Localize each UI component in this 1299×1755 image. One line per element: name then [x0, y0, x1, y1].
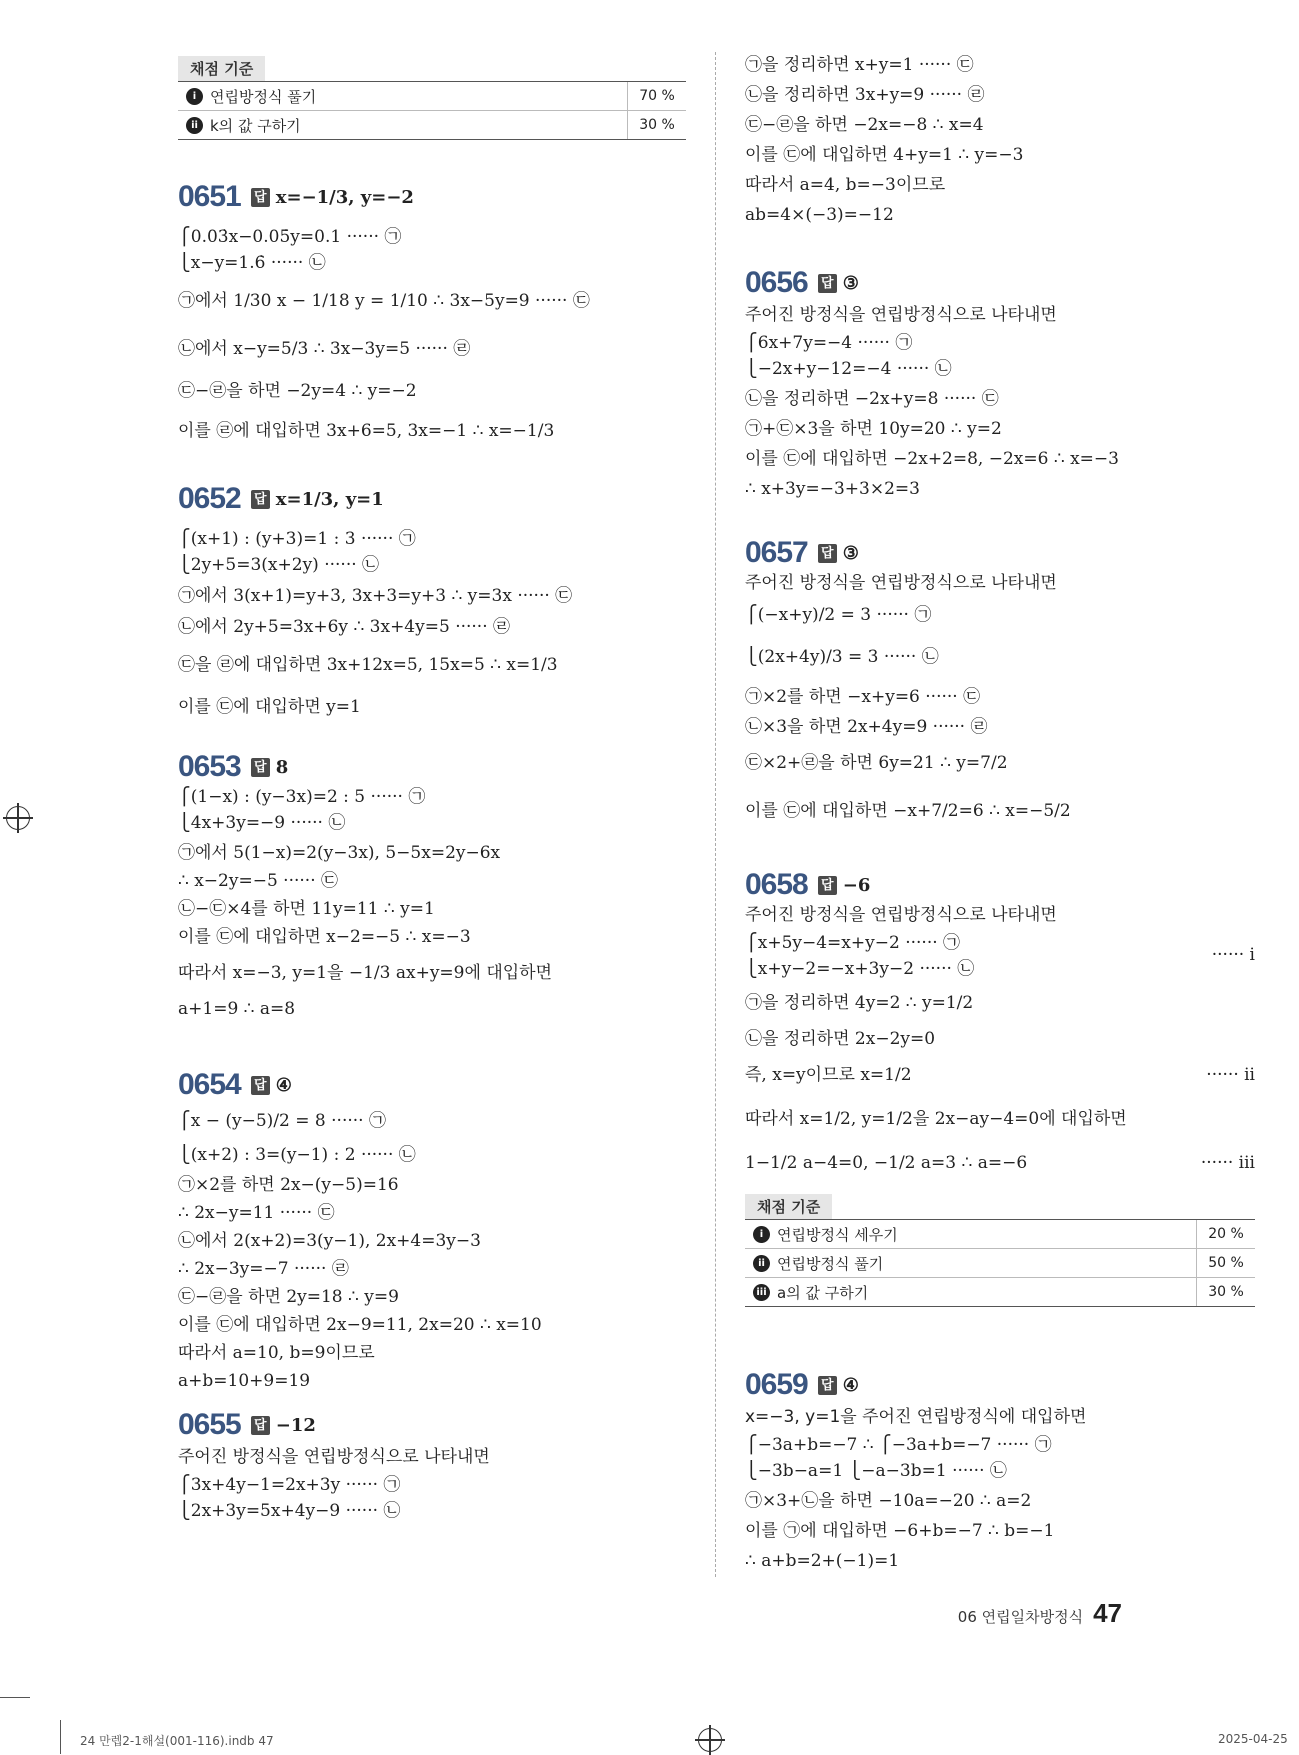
trim-mark — [60, 1720, 61, 1754]
solution-line: ㉠에서 1/30 x − 1/18 y = 1/10 ∴ 3x−5y=9 ······ ㉢ — [178, 291, 590, 311]
problem-header — [745, 536, 859, 570]
solution-line: ∴ 2x−y=11 ······ ㉢ — [178, 1203, 335, 1223]
solution-line: ㉠×2를 하면 2x−(y−5)=16 — [178, 1175, 399, 1195]
solution-line: 이를 ㉣에 대입하면 3x+6=5, 3x=−1 ∴ x=−1/3 — [178, 421, 555, 441]
solution-line: 주어진 방정식을 연립방정식으로 나타내면 — [178, 1447, 490, 1467]
problem-number: 0651 — [178, 180, 241, 213]
page-number: 47 — [1093, 1598, 1122, 1628]
solution-line: ⎧x − (y−5)/2 = 8 ······ ㉠ — [178, 1111, 386, 1131]
solution-line: 이를 ㉠에 대입하면 −6+b=−7 ∴ b=−1 — [745, 1521, 1055, 1541]
criteria-percent: 30 % — [1196, 1278, 1255, 1306]
solution-line: 이를 ㉢에 대입하면 y=1 — [178, 697, 361, 717]
problem-header — [178, 482, 384, 516]
solution-line: ㉡−㉢×4를 하면 11y=11 ∴ y=1 — [178, 899, 435, 919]
criteria-name: a의 값 구하기 — [777, 1283, 869, 1302]
solution-line: 따라서 x=1/2, y=1/2을 2x−ay−4=0에 대입하면 — [745, 1109, 1127, 1129]
answer-value: ④ — [842, 1374, 859, 1396]
solution-line: ㉡을 정리하면 3x+y=9 ······ ㉣ — [745, 85, 985, 105]
solution-line: 따라서 a=4, b=−3이므로 — [745, 175, 946, 195]
criteria-rows — [178, 81, 686, 140]
problem-header — [178, 1408, 316, 1442]
answer-tag-icon: 답 — [251, 1076, 270, 1095]
criteria-name: 연립방정식 풀기 — [777, 1254, 884, 1273]
solution-line: ⎩(2x+4y)/3 = 3 ······ ㉡ — [745, 647, 939, 667]
solution-line: ㉢을 ㉣에 대입하면 3x+12x=5, 15x=5 ∴ x=1/3 — [178, 655, 558, 675]
solution-line: ㉠에서 5(1−x)=2(y−3x), 5−5x=2y−6x — [178, 843, 501, 863]
solution-line: 주어진 방정식을 연립방정식으로 나타내면 — [745, 305, 1057, 325]
solution-line: 따라서 a=10, b=9이므로 — [178, 1343, 375, 1363]
criteria-percent: 50 % — [1196, 1249, 1255, 1277]
answer-tag-icon: 답 — [251, 188, 270, 207]
answer-tag-icon: 답 — [818, 1376, 837, 1395]
solution-line: ⎩2y+5=3(x+2y) ······ ㉡ — [178, 555, 380, 575]
solution-line: 이를 ㉢에 대입하면 x−2=−5 ∴ x=−3 — [178, 927, 471, 947]
problem-number: 0656 — [745, 266, 808, 299]
column-divider — [715, 52, 716, 1577]
solution-line: 이를 ㉢에 대입하면 4+y=1 ∴ y=−3 — [745, 145, 1024, 165]
solution-line: x=−3, y=1을 주어진 연립방정식에 대입하면 — [745, 1407, 1087, 1427]
solution-line: ㉡을 정리하면 −2x+y=8 ······ ㉢ — [745, 389, 999, 409]
answer-value: x=−1/3, y=−2 — [275, 186, 414, 208]
criteria-name: 연립방정식 세우기 — [777, 1225, 898, 1244]
chapter-title: 06 연립일차방정식 — [957, 1608, 1084, 1626]
grading-criteria-table — [178, 56, 686, 140]
solution-line: ⎧−3a+b=−7 ∴ ⎧−3a+b=−7 ······ ㉠ — [745, 1435, 1052, 1455]
answer-value: ③ — [842, 272, 859, 294]
problem-number: 0658 — [745, 868, 808, 901]
solution-line: ⎧(1−x) : (y−3x)=2 : 5 ······ ㉠ — [178, 787, 426, 807]
solution-line: ㉠×3+㉡을 하면 −10a=−20 ∴ a=2 — [745, 1491, 1032, 1511]
answer-tag-icon: 답 — [818, 876, 837, 895]
solution-line: ∴ x−2y=−5 ······ ㉢ — [178, 871, 339, 891]
solution-line: ㉢−㉣을 하면 2y=18 ∴ y=9 — [178, 1287, 399, 1307]
step-marker-icon: iii — [753, 1284, 770, 1301]
solution-line: ⎩4x+3y=−9 ······ ㉡ — [178, 813, 346, 833]
solution-line: ㉡에서 2(x+2)=3(y−1), 2x+4=3y−3 — [178, 1231, 481, 1251]
solution-line: 이를 ㉢에 대입하면 −x+7/2=6 ∴ x=−5/2 — [745, 801, 1071, 821]
problem-header — [745, 868, 870, 902]
solution-line: ⎩2x+3y=5x+4y−9 ······ ㉡ — [178, 1501, 401, 1521]
solution-line: ∴ a+b=2+(−1)=1 — [745, 1551, 900, 1571]
solution-line: ⎩(x+2) : 3=(y−1) : 2 ······ ㉡ — [178, 1145, 416, 1165]
solution-line: ㉡에서 2y+5=3x+6y ∴ 3x+4y=5 ······ ㉣ — [178, 617, 511, 637]
solution-line: ab=4×(−3)=−12 — [745, 205, 894, 225]
solution-line: ⎩−3b−a=1 ⎩−a−3b=1 ······ ㉡ — [745, 1461, 1007, 1481]
trim-mark — [0, 1697, 30, 1698]
solution-line: ⎧6x+7y=−4 ······ ㉠ — [745, 333, 913, 353]
solution-line: ⎧3x+4y−1=2x+3y ······ ㉠ — [178, 1475, 401, 1495]
solution-line: ⎩x+y−2=−x+3y−2 ······ ㉡ — [745, 959, 975, 979]
solution-line: ㉠×2를 하면 −x+y=6 ······ ㉢ — [745, 687, 981, 707]
problem-number: 0657 — [745, 536, 808, 569]
criteria-label: 채점 기준 — [178, 56, 265, 81]
answer-value: ④ — [275, 1074, 292, 1096]
solution-line: ⎩−2x+y−12=−4 ······ ㉡ — [745, 359, 952, 379]
grading-criteria-table — [745, 1194, 1255, 1307]
solution-line: ⎧x+5y−4=x+y−2 ······ ㉠ — [745, 933, 961, 953]
answer-tag-icon: 답 — [251, 1416, 270, 1435]
problem-header — [745, 1368, 859, 1402]
criteria-name: 연립방정식 풀기 — [210, 87, 317, 106]
problem-number: 0655 — [178, 1408, 241, 1441]
step-marker-icon: i — [186, 88, 203, 105]
print-file-info: 24 만렙2-1해설(001-116).indb 47 — [80, 1734, 274, 1748]
solution-line: ㉠+㉢×3을 하면 10y=20 ∴ y=2 — [745, 419, 1002, 439]
solution-line: ㉡×3을 하면 2x+4y=9 ······ ㉣ — [745, 717, 988, 737]
solution-line: 이를 ㉢에 대입하면 −2x+2=8, −2x=6 ∴ x=−3 — [745, 449, 1119, 469]
solution-line: ⎩x−y=1.6̇ ······ ㉡ — [178, 253, 326, 273]
answer-tag-icon: 답 — [251, 490, 270, 509]
answer-value: 8 — [275, 756, 289, 778]
solution-line: 1−1/2 a−4=0, −1/2 a=3 ∴ a=−6 — [745, 1153, 1028, 1173]
registration-mark-icon — [698, 1728, 722, 1752]
criteria-rows — [745, 1219, 1255, 1307]
criteria-percent: 70 % — [627, 82, 686, 110]
print-date: 2025-04-25 — [1218, 1732, 1288, 1746]
solution-line: ㉠을 정리하면 x+y=1 ······ ㉢ — [745, 55, 974, 75]
step-marker: ······ i — [1211, 945, 1255, 965]
step-marker-icon: i — [753, 1226, 770, 1243]
criteria-row — [178, 111, 686, 139]
step-marker-icon: ii — [753, 1255, 770, 1272]
criteria-row — [745, 1220, 1255, 1249]
criteria-row — [745, 1249, 1255, 1278]
criteria-label: 채점 기준 — [745, 1194, 832, 1219]
criteria-row — [745, 1278, 1255, 1306]
criteria-percent: 20 % — [1196, 1220, 1255, 1248]
solution-line: 주어진 방정식을 연립방정식으로 나타내면 — [745, 573, 1057, 593]
solution-line: 주어진 방정식을 연립방정식으로 나타내면 — [745, 905, 1057, 925]
answer-value: x=1/3, y=1 — [275, 488, 384, 510]
solution-line: ∴ x+3y=−3+3×2=3 — [745, 479, 920, 499]
answer-value: −12 — [275, 1414, 316, 1436]
answer-tag-icon: 답 — [251, 758, 270, 777]
criteria-percent: 30 % — [627, 111, 686, 139]
criteria-row — [178, 82, 686, 111]
criteria-name: k의 값 구하기 — [210, 116, 301, 135]
problem-header — [178, 750, 288, 784]
registration-mark-icon — [6, 806, 30, 830]
solution-line: ⎧0.03̇x−0.05̇y=0.1 ······ ㉠ — [178, 227, 402, 247]
solution-line: ∴ 2x−3y=−7 ······ ㉣ — [178, 1259, 349, 1279]
solution-line: 이를 ㉢에 대입하면 2x−9=11, 2x=20 ∴ x=10 — [178, 1315, 542, 1335]
problem-header — [178, 180, 414, 214]
problem-number: 0659 — [745, 1368, 808, 1401]
problem-number: 0652 — [178, 482, 241, 515]
solution-line: 즉, x=y이므로 x=1/2 — [745, 1065, 912, 1085]
solution-line: 따라서 x=−3, y=1을 −1/3 ax+y=9에 대입하면 — [178, 963, 553, 983]
problem-number: 0654 — [178, 1068, 241, 1101]
solution-line: ㉠에서 3(x+1)=y+3, 3x+3=y+3 ∴ y=3x ······ ㉢ — [178, 586, 573, 606]
step-marker: ······ iii — [1200, 1153, 1255, 1173]
step-marker: ······ ii — [1206, 1065, 1255, 1085]
solution-line: a+b=10+9=19 — [178, 1371, 311, 1391]
step-marker-icon: ii — [186, 117, 203, 134]
solution-line: ㉢×2+㉣을 하면 6y=21 ∴ y=7/2 — [745, 753, 1008, 773]
solution-line: ㉢−㉣을 하면 −2x=−8 ∴ x=4 — [745, 115, 984, 135]
solution-line: ㉡에서 x−y=5/3 ∴ 3x−3y=5 ······ ㉣ — [178, 339, 471, 359]
answer-value: −6 — [842, 874, 871, 896]
solution-line: ㉡을 정리하면 2x−2y=0 — [745, 1029, 936, 1049]
answer-tag-icon: 답 — [818, 274, 837, 293]
solution-line: ⎧(x+1) : (y+3)=1 : 3 ······ ㉠ — [178, 529, 416, 549]
problem-header — [745, 266, 859, 300]
problem-number: 0653 — [178, 750, 241, 783]
problem-header — [178, 1068, 292, 1102]
solution-line: a+1=9 ∴ a=8 — [178, 999, 296, 1019]
page-footer — [958, 1598, 1122, 1629]
solution-line: ⎧(−x+y)/2 = 3 ······ ㉠ — [745, 605, 932, 625]
answer-tag-icon: 답 — [818, 544, 837, 563]
solution-line: ㉠을 정리하면 4y=2 ∴ y=1/2 — [745, 993, 974, 1013]
answer-value: ③ — [842, 542, 859, 564]
solution-line: ㉢−㉣을 하면 −2y=4 ∴ y=−2 — [178, 381, 417, 401]
